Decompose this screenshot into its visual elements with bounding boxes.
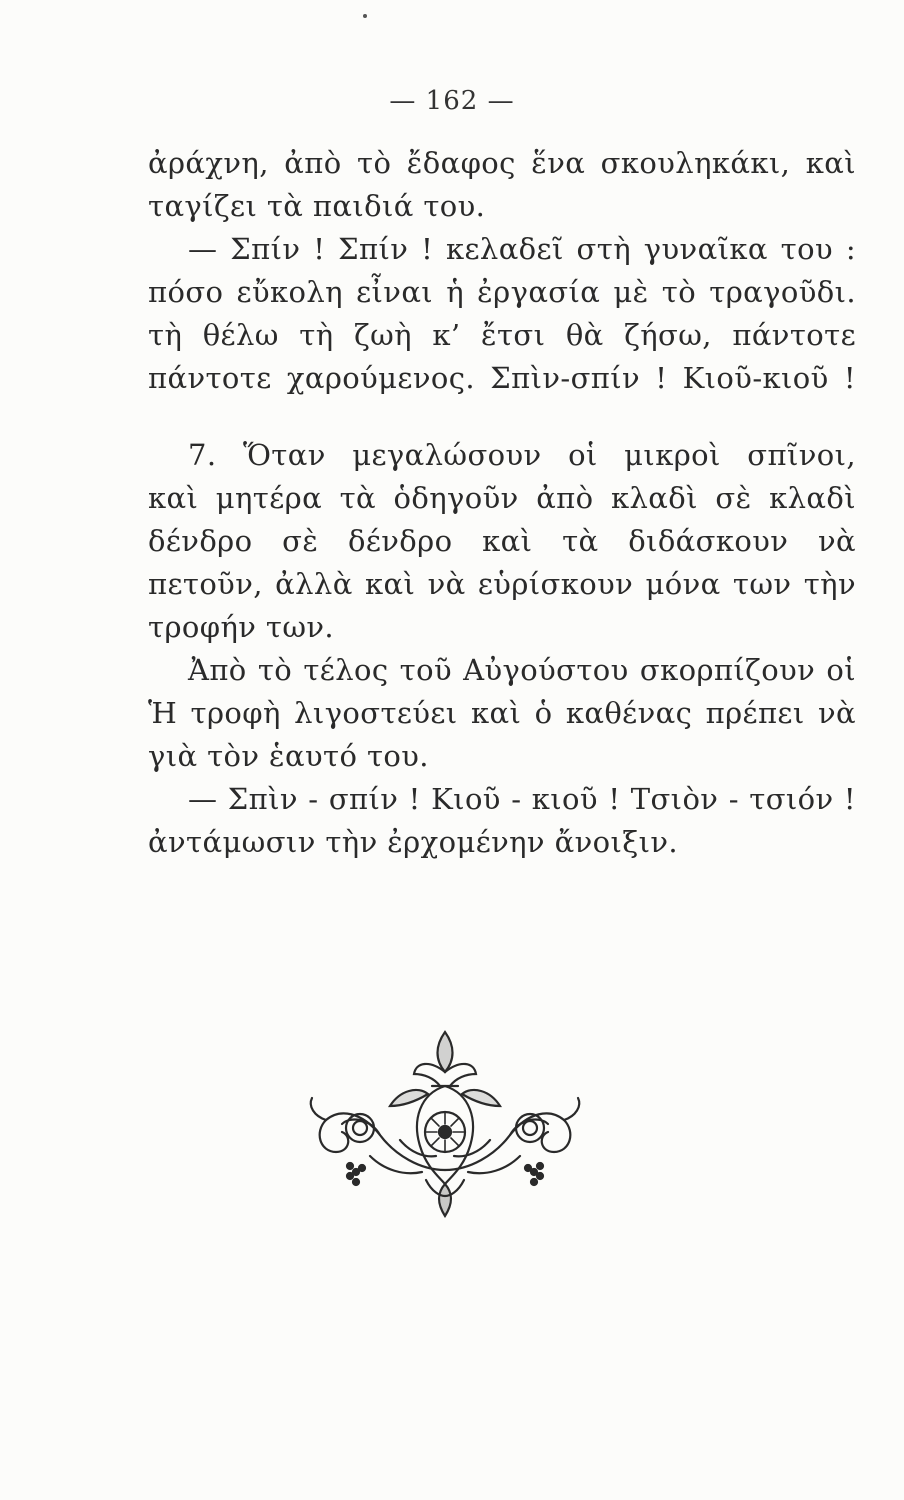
text-line: Ἀπὸ τὸ τέλος τοῦ Αὐγούστου σκορπίζουν οἱ xyxy=(188,653,856,687)
text-line: τὴ θέλω τὴ ζωὴ κ’ ἔτσι θὰ ζήσω, πάντοτε xyxy=(148,318,856,352)
page-number: — 162 — xyxy=(389,86,515,116)
text-line: γιὰ τὸν ἑαυτό του. xyxy=(148,739,429,773)
text-line: — Σπὶν - σπίν ! Κιοῦ - κιοῦ ! Τσιὸν - τσιόν ! xyxy=(188,782,856,816)
text-line: πάντοτε χαρούμενος. Σπὶν-σπίν ! Κιοῦ-κιοῦ ! xyxy=(148,361,856,395)
body-text xyxy=(148,142,856,864)
text-line: καὶ μητέρα τὰ ὁδηγοῦν ἀπὸ κλαδὶ σὲ κλαδὶ xyxy=(148,481,856,515)
text-line: ἀράχνη, ἀπὸ τὸ ἔδαφος ἕνα σκουληκάκι, καὶ xyxy=(148,146,856,180)
text-line: πετοῦν, ἀλλὰ καὶ νὰ εὑρίσκουν μόνα των τὴν xyxy=(148,567,856,601)
text-line: Ἡ τροφὴ λιγοστεύει καὶ ὁ καθένας πρέπει νὰ xyxy=(148,696,856,730)
text-line: — Σπίν ! Σπίν ! κελαδεῖ στὴ γυναῖκα του : xyxy=(188,232,856,266)
ink-speck xyxy=(363,14,367,18)
text-line: ἀντάμωσιν τὴν ἐρχομένην ἄνοιξιν. xyxy=(148,825,679,859)
text-line: ταγίζει τὰ παιδιά του. xyxy=(148,189,486,223)
text-line: δένδρο σὲ δένδρο καὶ τὰ διδάσκουν νὰ xyxy=(148,524,856,558)
text-line: 7. Ὅταν μεγαλώσουν οἱ μικροὶ σπῖνοι, xyxy=(188,438,856,472)
floral-scroll-ornament-icon xyxy=(300,1020,590,1220)
text-line: πόσο εὔκολη εἶναι ἡ ἐργασία μὲ τὸ τραγοῦδι. xyxy=(148,275,856,309)
paragraph-gap xyxy=(148,400,856,434)
text-line: τροφήν των. xyxy=(148,610,335,644)
